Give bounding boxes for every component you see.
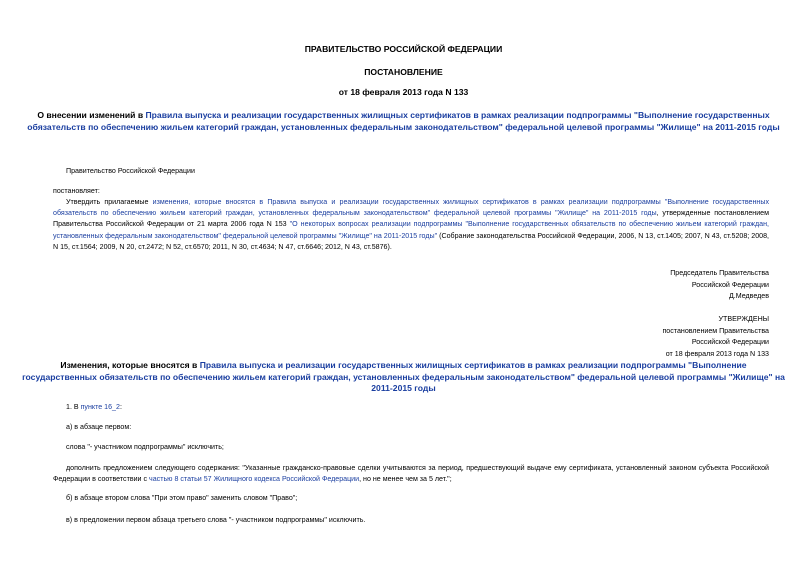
- para1-text-pre: Утвердить прилагаемые: [66, 198, 153, 206]
- decree-153-link[interactable]: "О некоторых вопросах реализации подпрограммы "Выполнение государственных обязательств по обеспечению жильем категорий граждан, установленных федеральным законодательством" федеральной целевой программы "Жилище" на 2011-2015 годы": [53, 220, 769, 240]
- government-heading: ПРАВИТЕЛЬСТВО РОССИЙСКОЙ ФЕДЕРАЦИИ: [304, 44, 503, 54]
- title-rules-link[interactable]: Правила выпуска и реализации государственных жилищных сертификатов в рамках реализации подпрограммы "Выполнение государственных обязательств по обеспечению жильем категорий граждан, установленных федеральным законодательством" федеральной целевой программы "Жилище" на 2011-2015 годы: [27, 110, 780, 132]
- item1-post: :: [119, 403, 122, 411]
- add-text-post: , но не менее чем за 5 лет.";: [359, 475, 452, 484]
- para1-text-mid: , утвержденные постановлением Правительства Российской Федерации от 21 марта 2006 года N 153: [53, 209, 770, 229]
- doc-type-heading: ПОСТАНОВЛЕНИЕ: [364, 67, 443, 77]
- title-prefix: О внесении изменений в: [37, 110, 146, 120]
- housing-code-link[interactable]: частью 8 статьи 57 Жилищного кодекса Российской Федерации: [149, 475, 360, 484]
- change-item-a-words: слова "- участником подпрограммы" исключить;: [66, 443, 224, 451]
- resolution-paragraph: [53, 197, 769, 253]
- resolution-title: [22, 110, 785, 133]
- approved-label: УТВЕРЖДЕНЫ: [718, 315, 769, 323]
- approved-country: Российской Федерации: [691, 338, 769, 347]
- change-add-paragraph: [53, 463, 769, 485]
- signature-name: Д.Медведев: [728, 292, 769, 301]
- changes-link[interactable]: изменения, которые вносятся в Правила выпуска и реализации государственных жилищных сертификатов в рамках реализации подпрограммы "Выполнение государственных обязательств по обеспечению жильем категорий граждан, установленных федеральным законодательством" федеральной целевой программы "Жилище" на 2011-2015 годы: [53, 198, 769, 218]
- signature-title: Председатель Правительства: [670, 269, 769, 277]
- changes-title: [22, 360, 785, 395]
- date-number-heading: от 18 февраля 2013 года N 133: [338, 87, 469, 97]
- point-16-2-link[interactable]: пункте 16_2: [80, 403, 120, 411]
- change-item-a: а) в абзаце первом:: [66, 423, 132, 431]
- government-line: Правительство Российской Федерации: [66, 167, 195, 175]
- changes-title-link[interactable]: Правила выпуска и реализации государственных жилищных сертификатов в рамках реализации подпрограммы "Выполнение государственных обязательств по обеспечению жильем категорий граждан, установленных федеральным законодательством" федеральной целевой программы "Жилище" на 2011-2015 годы: [22, 360, 785, 393]
- approved-block: [662, 314, 769, 360]
- resolves-line: постановляет:: [53, 187, 100, 195]
- item1-pre: 1. В: [66, 403, 81, 411]
- signature-block: [670, 268, 769, 303]
- approved-by: постановлением Правительства: [662, 326, 769, 335]
- change-item-1: [66, 403, 122, 411]
- change-item-b: б) в абзаце втором слова "При этом право" заменить словом "Право";: [66, 494, 298, 502]
- signature-country: Российской Федерации: [691, 280, 769, 289]
- approved-date: от 18 февраля 2013 года N 133: [665, 349, 769, 358]
- para1-text-post: (Собрание законодательства Российской Федерации, 2006, N 13, ст.1405; 2007, N 43, ст.5208; 2008, N 15, ст.1564; 2009, N 20, ст.2472; N 52, ст.6570; 2011, N 30, ст.4634; N 47, ст.6646; 2012, N 43, ст.5876).: [53, 231, 769, 251]
- change-item-c: в) в предложении первом абзаца третьего слова "- участником подпрограммы" исключить.: [66, 516, 366, 524]
- changes-title-prefix: Изменения, которые вносятся в: [60, 360, 200, 370]
- add-text-pre: дополнить предложением следующего содержания: "Указанные гражданско-правовые сделки учитываются за период, предшествующий выдаче ему сертификата, установленный законом субъекта Российской Федерации в соответствии с: [53, 464, 769, 484]
